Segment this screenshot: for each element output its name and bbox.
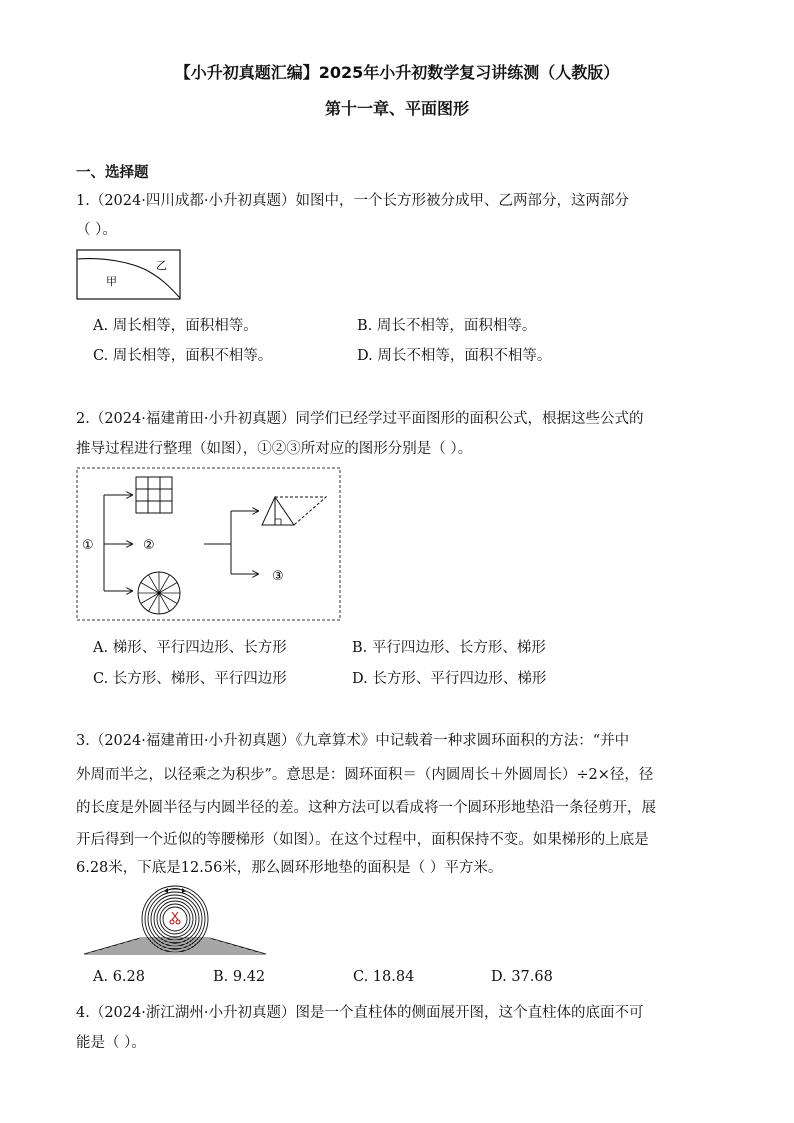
question-3-line-4: 开后得到一个近似的等腰梯形（如图）。在这个过程中，面积保持不变。如果梯形的上底是	[76, 832, 649, 848]
triangle-parallelogram-shape	[262, 497, 326, 525]
document-title: 【小升初真题汇编】2025年小升初数学复习讲练测（人教版）	[174, 63, 620, 82]
label-circled-3: ③	[272, 569, 284, 584]
question-3-option-b[interactable]: B. 9.42	[213, 969, 266, 985]
question-3-option-d[interactable]: D. 37.68	[491, 969, 553, 985]
label-circled-1: ①	[82, 538, 94, 553]
annulus-to-trapezoid-figure	[82, 882, 272, 956]
grid-square-shape	[136, 477, 172, 513]
question-3-option-a[interactable]: A. 6.28	[93, 969, 145, 985]
unroll-arrow-icon	[166, 889, 184, 892]
question-3-line-3: 的长度是外圆半径与内圆半径的差。这种方法可以看成将一个圆环形地垫沿一条径剪开，展	[76, 800, 656, 816]
question-1-option-c[interactable]: C. 周长相等，面积不相等。	[93, 348, 273, 364]
label-yi: 乙	[156, 259, 167, 272]
label-circled-2: ②	[143, 538, 155, 553]
question-2-option-c[interactable]: C. 长方形、梯形、平行四边形	[93, 671, 287, 687]
rectangle-split-figure	[76, 249, 182, 301]
figure-rectangle	[77, 250, 180, 299]
question-3-line-1: 3.（2024·福建莆田·小升初真题）《九章算术》中记载着一种求圆环面积的方法：“并中	[76, 733, 630, 749]
label-jia: 甲	[106, 275, 117, 288]
question-3-line-5: 6.28米，下底是12.56米，那么圆环形地垫的面积是（ ）平方米。	[76, 860, 503, 876]
question-1-line-2: （ ）。	[76, 222, 117, 238]
question-4-line-1: 4.（2024·浙江湖州·小升初真题）图是一个直柱体的侧面展开图，这个直柱体的底面不可	[76, 1005, 644, 1021]
question-2-option-a[interactable]: A. 梯形、平行四边形、长方形	[93, 640, 287, 656]
question-2-option-d[interactable]: D. 长方形、平行四边形、梯形	[352, 671, 547, 687]
question-2-line-2: 推导过程进行整理（如图），①②③所对应的图形分别是（ ）。	[76, 441, 473, 457]
question-1-option-b[interactable]: B. 周长不相等，面积相等。	[357, 318, 537, 334]
scissors-icon	[170, 912, 180, 924]
question-1-line-1: 1.（2024·四川成都·小升初真题）如图中，一个长方形被分成甲、乙两部分，这两部分	[76, 193, 629, 209]
question-2-option-b[interactable]: B. 平行四边形、长方形、梯形	[352, 640, 546, 656]
sectored-circle-shape	[138, 572, 180, 614]
question-3-line-2: 外周而半之，以径乘之为积步”。意思是：圆环面积＝（内圆周长＋外圆周长）÷2×径，径	[76, 767, 654, 783]
question-1-option-a[interactable]: A. 周长相等，面积相等。	[93, 318, 258, 334]
question-2-line-1: 2.（2024·福建莆田·小升初真题）同学们已经学过平面图形的面积公式，根据这些公式的	[76, 411, 644, 427]
area-derivation-diagram	[76, 467, 342, 622]
section-heading: 一、选择题	[76, 165, 149, 181]
question-4-line-2: 能是（ ）。	[76, 1035, 146, 1051]
question-1-option-d[interactable]: D. 周长不相等，面积不相等。	[357, 348, 552, 364]
chapter-title: 第十一章、平面图形	[324, 99, 469, 118]
question-3-option-c[interactable]: C. 18.84	[353, 969, 415, 985]
